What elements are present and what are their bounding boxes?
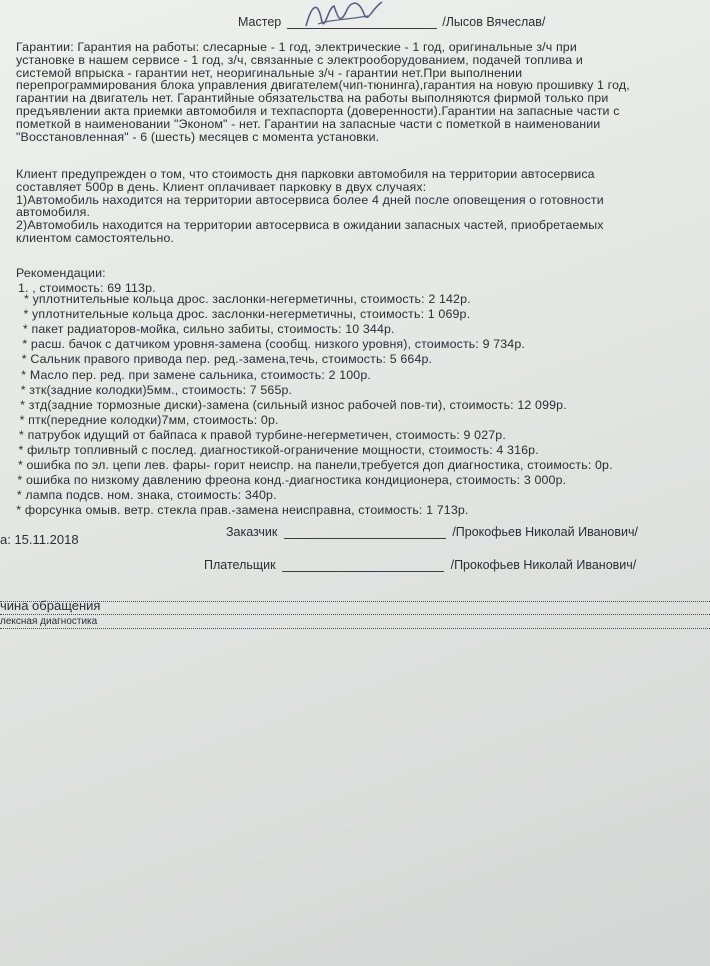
line-text: перепрограммирования блока управления двигателем(чип-тюнинга),гарантия на новую прошивку 1 год, (16, 78, 630, 93)
line-text: Гарантии: Гарантия на работы: слесарные - 1 год, электрические - 1 год, оригинальные з/ч при (16, 40, 577, 54)
recommendation-text: Масло пер. ред. при замене сальника, стоимость: 2 100р. (29, 367, 371, 382)
recommendation-item (17, 473, 566, 487)
recommendation-text: зтд(задние тормозные диски)-замена (сильный износ рабочей пов-ти), стоимость: 12 099р. (28, 397, 567, 412)
recommendation-text: ошибка по эл. цепи лев. фары- горит неиспр. на панели,требуется доп диагностика, стоимость: 0р. (26, 458, 613, 473)
bullet-mark: * (22, 337, 31, 352)
bullet-mark: * (21, 352, 31, 367)
customer-signature-line (284, 538, 446, 539)
recommendation-text: лампа подсв. ном. знака, стоимость: 340р. (25, 488, 277, 503)
master-name: /Лысов Вячеслав/ (442, 15, 546, 29)
document-date: а: 15.11.2018 (0, 532, 79, 547)
recommendation-text: ошибка по низкому давлению фреона конд.-диагностика кондиционера, стоимость: 3 000р. (25, 473, 567, 488)
recommendation-item (23, 322, 395, 336)
line-text: установке в нашем сервисе - 1 год, з/ч, связанные с электрооборудованием, подачей топлива и (16, 52, 583, 67)
line-text: "Восстановленная" - 6 (шесть) месяцев с момента установки. (16, 129, 380, 144)
bullet-mark: * (16, 503, 25, 518)
recommendations-summary: 1. , стоимость: 69 113р. (18, 281, 156, 295)
recommendation-item (19, 443, 539, 457)
recommendation-item (23, 307, 470, 321)
bullet-mark: * (20, 382, 30, 397)
recommendation-item (16, 503, 468, 517)
bullet-mark: * (22, 322, 32, 337)
recommendation-text: форсунка омыв. ветр. стекла прав.-замена неисправна, стоимость: 1 713р. (24, 503, 469, 518)
recommendation-text: патрубок идущий от байпаса к правой турбине-негерметичен, стоимость: 9 027р. (27, 427, 506, 442)
dotted-divider-top (0, 601, 710, 602)
recommendation-text: уплотнительные кольца дрос. заслонки-негерметичны, стоимость: 1 069р. (32, 307, 471, 322)
line-text: автомобиля. (16, 205, 91, 220)
dotted-divider-bottom (0, 628, 710, 629)
recommendation-text: зтк(задние колодки)5мм., стоимость: 7 565р. (29, 382, 293, 397)
reason-label: чина обращения (0, 598, 101, 613)
payer-name: /Прокофьев Николай Иванович/ (450, 558, 637, 572)
bullet-mark: * (16, 488, 26, 503)
line-text: 2)Автомобиль находится на территории автосервиса в ожидании запасных частей, приобретаемых (16, 218, 604, 233)
bullet-mark: * (20, 397, 29, 412)
recommendation-item (20, 413, 279, 427)
dotted-divider-middle (0, 614, 710, 615)
recommendation-item (22, 352, 432, 366)
line-text: составляет 500р в день. Клиент оплачивает парковку в двух случаях: (16, 179, 427, 194)
payer-label: Плательщик (204, 558, 276, 572)
handwritten-signature (298, 0, 388, 34)
line-text: Клиент предупрежден о том, что стоимость дня парковки автомобиля на территории автосервиса (16, 167, 595, 181)
line-text: системой впрыска - гарантии нет, неоригинальные з/ч - гарантии нет.При выполнении (16, 65, 523, 80)
bullet-mark: * (23, 307, 33, 322)
line-text: 1)Автомобиль находится на территории автосервиса более 4 дней после оповещения о готовности (16, 192, 604, 207)
master-signature-row (238, 15, 545, 29)
bullet-mark: * (17, 473, 26, 488)
line-text: гарантии на двигатель нет. Гарантийные обязательства на работы выполняются фирмой только при (16, 91, 609, 106)
recommendation-text: фильтр топливный с послед. диагностикой-ограничение мощности, стоимость: 4 316р. (27, 443, 539, 457)
text-line (16, 193, 604, 207)
recommendation-item (18, 458, 613, 472)
line-text: предъявлении акта приемки автомобиля и техпаспорта (доверенности).Гарантии на запасные части с (16, 104, 620, 118)
line-text: клиентом самостоятельно. (16, 231, 175, 245)
recommendation-text: пакет радиаторов-мойка, сильно забиты, стоимость: 10 344р. (31, 322, 395, 337)
recommendation-item (22, 337, 525, 351)
line-text: пометкой в наименовании "Эконом" - нет. Гарантии на запасные части с пометкой в наименовании (16, 116, 601, 131)
bullet-mark: * (17, 458, 27, 473)
recommendation-text: расш. бачок с датчиком уровня-замена (сообщ. низкого уровня), стоимость: 9 734р. (30, 337, 525, 352)
recommendation-item (21, 383, 292, 397)
text-line (16, 130, 379, 144)
recommendation-item (20, 398, 567, 412)
payer-signature-line (282, 571, 444, 572)
recommendation-item (17, 488, 277, 502)
recommendations-title: Рекомендации: (16, 266, 106, 280)
recommendation-item (19, 428, 506, 442)
customer-signature-row (226, 525, 638, 539)
bullet-mark: * (21, 367, 30, 382)
recommendation-text: птк(передние колодки)7мм, стоимость: 0р. (28, 412, 279, 427)
payer-signature-row (204, 558, 636, 572)
diagnostics-label: лексная диагностика (0, 616, 98, 627)
bullet-mark: * (18, 443, 28, 457)
recommendation-item (24, 292, 471, 306)
customer-name: /Прокофьев Николай Иванович/ (452, 525, 638, 539)
recommendation-item (21, 368, 371, 382)
customer-label: Заказчик (226, 525, 278, 539)
recommendation-text: Сальник правого привода пер. ред.-замена,течь, стоимость: 5 664р. (30, 352, 433, 367)
bullet-mark: * (19, 412, 29, 427)
text-line (16, 231, 174, 245)
recommendation-text: уплотнительные кольца дрос. заслонки-негерметичны, стоимость: 2 142р. (32, 292, 471, 306)
master-label: Мастер (238, 15, 282, 29)
bullet-mark: * (19, 427, 28, 442)
bullet-mark: * (24, 292, 33, 306)
